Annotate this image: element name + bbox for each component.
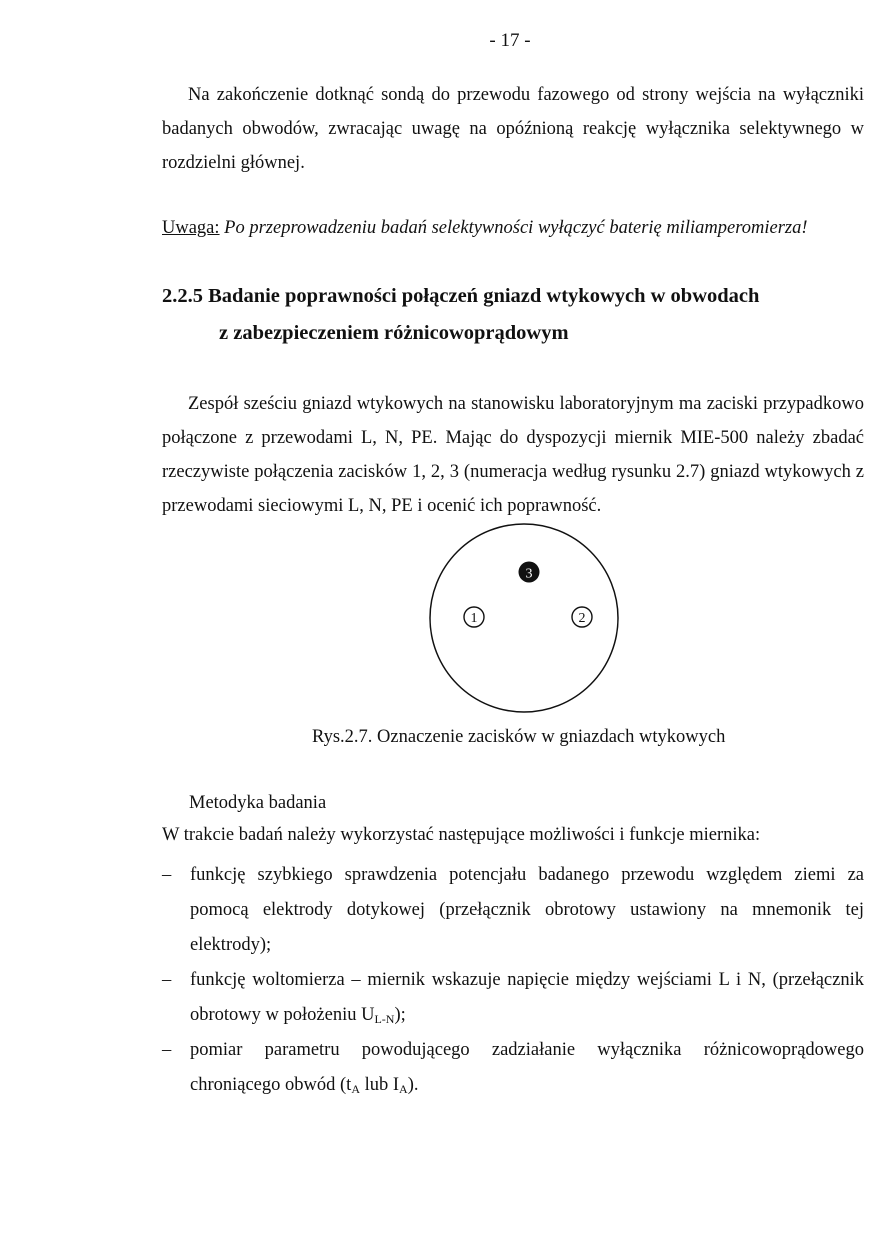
- voltage-subscript: L-N: [374, 1012, 395, 1026]
- section-heading: [162, 285, 864, 308]
- current-subscript: A: [399, 1082, 408, 1096]
- method-heading: Metodyka badania: [189, 793, 327, 813]
- section-title-line2: z zabezpieczeniem różnicowoprądowym: [219, 322, 569, 344]
- list-item-text: pomiar parametru powodującego zadziałanie wyłącznika różnicowoprądowego chroniącego obwód (t: [190, 1040, 864, 1095]
- terminal-3-marker: [519, 562, 540, 583]
- terminal-2-marker: [572, 607, 592, 627]
- list-item-mid: lub I: [359, 1075, 400, 1095]
- socket-outline: [430, 524, 618, 712]
- list-bullet: –: [162, 970, 172, 990]
- page-number: - 17 -: [489, 30, 531, 51]
- paragraph-intro: Na zakończenie dotknąć sondą do przewodu fazowego od strony wejścia na wyłączniki badanych obwodów, zwracając uwagę na opóźnioną reakcję wyłącznika selektywnego w rozdzielni głównej.: [162, 85, 864, 173]
- list-item-end: ).: [407, 1075, 419, 1095]
- paragraph-description: Zespół sześciu gniazd wtykowych na stanowisku laboratoryjnym ma zaciski przypadkowo połączone z przewodami L, N, PE. Mając do dyspozycji miernik MIE-500 należy zbadać rzeczywiste połączenia zacisków 1, 2, 3 (numeracja według rysunku 2.7) gniazd wtykowych z przewodami sieciowymi L, N, PE i ocenić ich poprawność.: [162, 394, 864, 516]
- method-intro: W trakcie badań należy wykorzystać następujące możliwości i funkcje miernika:: [162, 825, 761, 845]
- socket-diagram: [425, 520, 623, 716]
- time-subscript: A: [351, 1082, 360, 1096]
- section-title-line1: Badanie poprawności połączeń gniazd wtykowych w obwodach: [208, 285, 760, 307]
- method-list: [162, 858, 864, 1103]
- note-text: Po przeprowadzeniu badań selektywności wyłączyć baterię miliamperomierza!: [224, 218, 808, 238]
- terminal-1-marker: [464, 607, 484, 627]
- list-item: [162, 858, 864, 963]
- terminal-2-label: 2: [578, 611, 586, 626]
- note: [162, 218, 864, 239]
- list-item-text: funkcję woltomierza – miernik wskazuje napięcie między wejściami L i N, (przełącznik obrotowy w położeniu U: [190, 970, 864, 1025]
- list-item: [162, 963, 864, 1033]
- list-item: [162, 1033, 864, 1103]
- terminal-1-label: 1: [470, 611, 478, 626]
- section-number: 2.2.5: [162, 285, 203, 307]
- list-bullet: –: [162, 1040, 172, 1060]
- terminal-3-label: 3: [525, 566, 533, 582]
- list-item-end: );: [394, 1005, 406, 1025]
- list-bullet: –: [162, 865, 172, 885]
- note-label: Uwaga:: [162, 218, 220, 238]
- figure-caption: Rys.2.7. Oznaczenie zacisków w gniazdach wtykowych: [312, 727, 726, 747]
- list-item-text: funkcję szybkiego sprawdzenia potencjału badanego przewodu względem ziemi za pomocą elektrody dotykowej (przełącznik obrotowy ustawiony na mnemonik tej elektrody);: [190, 865, 864, 955]
